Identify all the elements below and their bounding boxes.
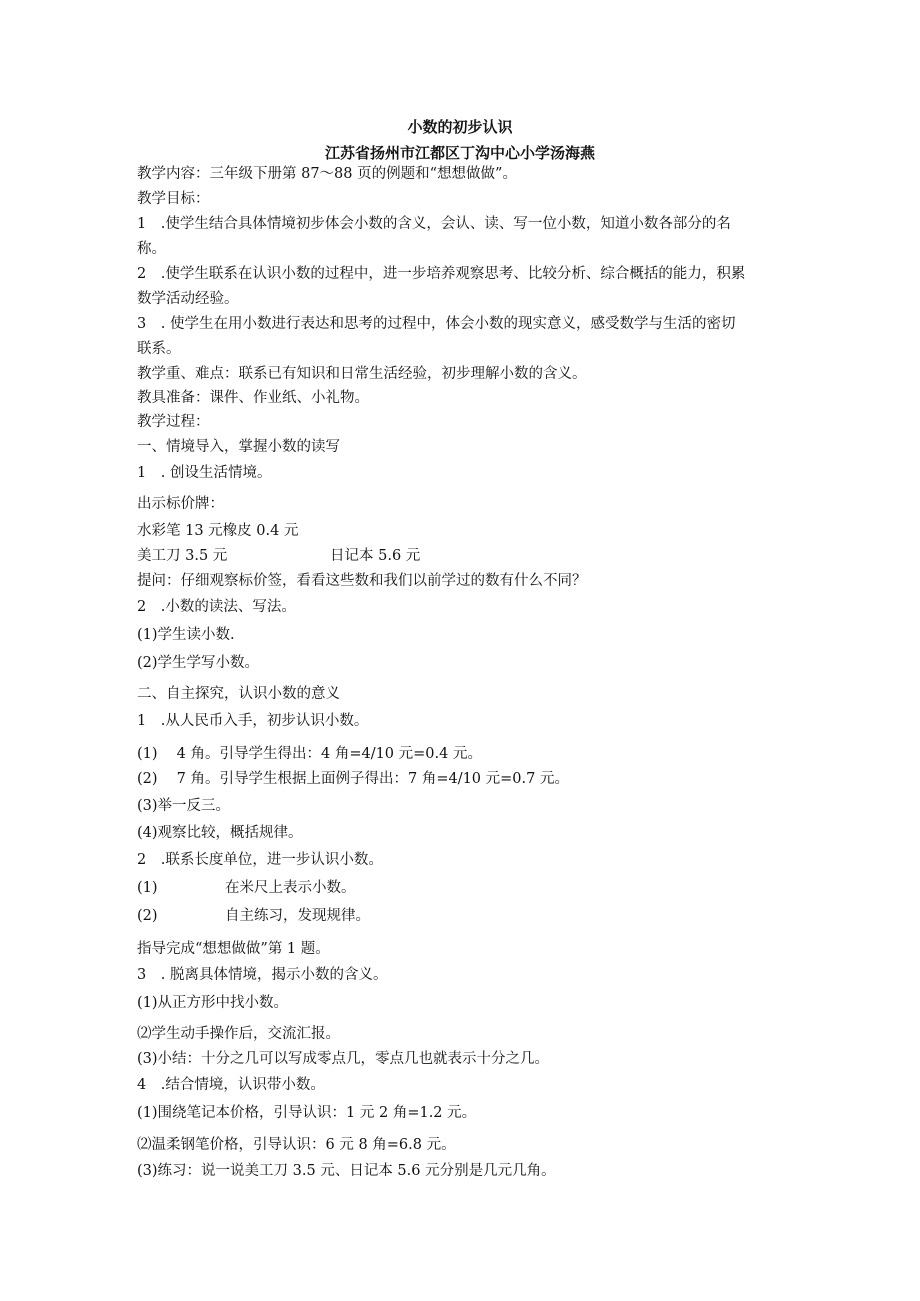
text-line: 水彩笔 13 元橡皮 0.4 元: [137, 523, 299, 539]
text-line: 2 .使学生联系在认识小数的过程中，进一步培养观察思考、比较分析、综合概括的能力，积累: [137, 266, 746, 282]
text-line: 2 .小数的读法、写法。: [137, 599, 296, 615]
text-line: 3 . 使学生在用小数进行表达和思考的过程中，体会小数的现实意义，感受数学与生活的密切: [137, 316, 736, 332]
text-line: 联系。: [137, 341, 181, 357]
text-line: 教学目标：: [137, 191, 210, 207]
text-line: (1)从正方形中找小数。: [137, 995, 289, 1011]
text-line: 出示标价牌：: [137, 496, 224, 512]
text-line: 数学活动经验。: [137, 291, 239, 307]
text-line: 教学过程：: [137, 414, 210, 430]
text-line: (2) 7 角。引导学生根据上面例子得出：7 角=4/10 元=0.7 元。: [137, 771, 569, 787]
text-line: 3 . 脱离具体情境，揭示小数的含义。: [137, 967, 388, 983]
text-line: (3)小结：十分之几可以写成零点几，零点几也就表示十分之几。: [137, 1051, 550, 1067]
text-line: 教学重、难点：联系已有知识和日常生活经验，初步理解小数的含义。: [137, 366, 587, 382]
document-author: 江苏省扬州市江都区丁沟中心小学汤海燕: [324, 144, 595, 162]
text-line: (2): [137, 908, 158, 924]
text-line: 1 .从人民币入手，初步认识小数。: [137, 713, 369, 729]
text-line: (2)学生学写小数。: [137, 655, 260, 671]
text-line: ⑵温柔钢笔价格，引导认识：6 元 8 角=6.8 元。: [137, 1137, 456, 1153]
text-line: (1)围绕笔记本价格，引导认识：1 元 2 角=1.2 元。: [137, 1105, 477, 1121]
text-line: (3)练习：说一说美工刀 3.5 元、日记本 5.6 元分别是几元几角。: [137, 1163, 556, 1179]
text-line: 指导完成“想想做做”第 1 题。: [137, 941, 330, 957]
text-line: (1): [137, 880, 158, 896]
text-line: 在米尺上表示小数。: [225, 880, 356, 896]
section-heading: 一、情境导入，掌握小数的读写: [137, 439, 340, 455]
document-title: 小数的初步认识: [407, 118, 513, 136]
text-line: 1 .使学生结合具体情境初步体会小数的含义，会认、读、写一位小数，知道小数各部分的名: [137, 216, 731, 232]
text-line: 教学内容：三年级下册第 87～88 页的例题和“想想做做”。: [137, 166, 517, 182]
text-line: 2 .联系长度单位，进一步认识小数。: [137, 852, 383, 868]
text-line: 1 . 创设生活情境。: [137, 465, 272, 481]
text-line: (3)举一反三。: [137, 798, 231, 814]
text-line: 称。: [137, 241, 166, 257]
text-line: 美工刀 3.5 元: [137, 548, 228, 564]
text-line: 4 .结合情境，认识带小数。: [137, 1077, 325, 1093]
text-line: (1)学生读小数.: [137, 627, 235, 643]
text-line: ⑵学生动手操作后，交流汇报。: [137, 1026, 340, 1042]
text-line: 日记本 5.6 元: [330, 548, 421, 564]
text-line: 提问：仔细观察标价签，看看这些数和我们以前学过的数有什么不同？: [137, 573, 587, 589]
section-heading: 二、自主探究，认识小数的意义: [137, 686, 340, 702]
text-line: 教具准备：课件、作业纸、小礼物。: [137, 390, 369, 406]
text-line: 自主练习，发现规律。: [225, 908, 370, 924]
text-line: (4)观察比较，概括规律。: [137, 825, 303, 841]
text-line: (1) 4 角。引导学生得出：4 角=4/10 元=0.4 元。: [137, 746, 482, 762]
